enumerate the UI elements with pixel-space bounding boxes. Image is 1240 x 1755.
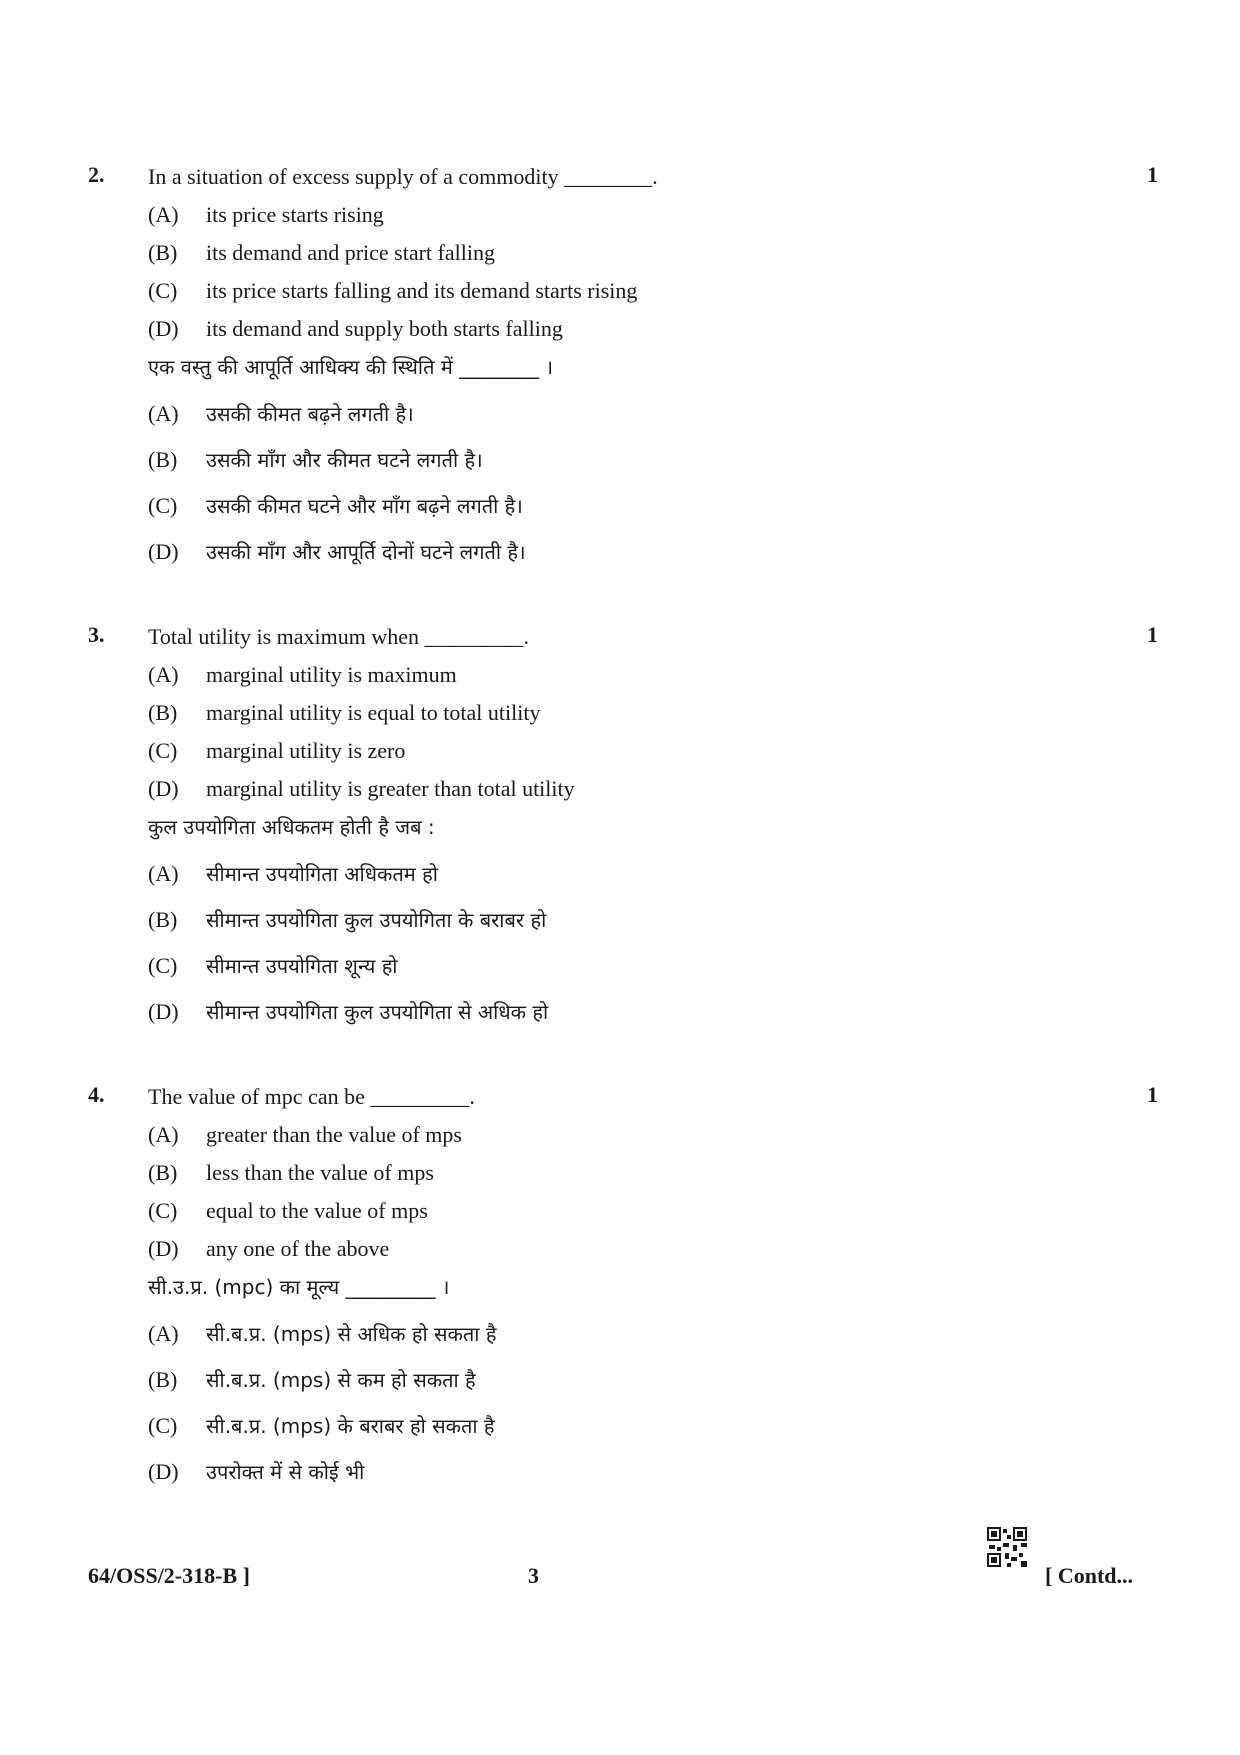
option-text: सीमान्त उपयोगिता शून्य हो	[206, 954, 398, 978]
option-en	[148, 200, 1048, 238]
option-label: (C)	[148, 1413, 178, 1438]
option-en	[148, 660, 1048, 698]
option-en	[148, 736, 1048, 774]
option-label: (D)	[148, 999, 179, 1024]
question-marks: 1	[1147, 1082, 1158, 1107]
option-text: सीमान्त उपयोगिता कुल उपयोगिता के बराबर हो	[206, 908, 547, 932]
option-label: (A)	[148, 1321, 179, 1346]
option-label: (D)	[148, 539, 179, 564]
option-label: (B)	[148, 700, 178, 725]
question-stem-hi: कुल उपयोगिता अधिकतम होती है जब :	[148, 815, 435, 839]
option-hi	[148, 534, 1048, 580]
question-stem-en: In a situation of excess supply of a commodity ________.	[148, 164, 658, 189]
question-marks: 1	[1147, 162, 1158, 187]
option-text: उसकी माँग और कीमत घटने लगती है।	[206, 448, 483, 472]
option-text: उपरोक्त में से कोई भी	[206, 1460, 365, 1484]
option-text: marginal utility is maximum	[206, 662, 457, 687]
option-label: (B)	[148, 1367, 178, 1392]
option-hi	[148, 902, 1048, 948]
option-label: (A)	[148, 1122, 179, 1147]
question-stem-hi: एक वस्तु की आपूर्ति आधिक्य की स्थिति में ________ ।	[148, 355, 554, 379]
option-hi	[148, 396, 1048, 442]
option-text: any one of the above	[206, 1236, 390, 1261]
option-en	[148, 1158, 1048, 1196]
option-label: (D)	[148, 1236, 179, 1261]
option-label: (B)	[148, 240, 178, 265]
option-text: its demand and price start falling	[206, 240, 495, 265]
option-text: equal to the value of mps	[206, 1198, 428, 1223]
option-label: (D)	[148, 776, 179, 801]
option-en	[148, 314, 1048, 352]
option-en	[148, 1234, 1048, 1272]
option-hi	[148, 856, 1048, 902]
option-text: उसकी माँग और आपूर्ति दोनों घटने लगती है।	[206, 540, 526, 564]
option-en	[148, 238, 1048, 276]
option-en	[148, 1120, 1048, 1158]
option-label: (B)	[148, 447, 178, 472]
option-label: (C)	[148, 738, 178, 763]
option-text: its demand and supply both starts falling	[206, 316, 563, 341]
option-text: marginal utility is zero	[206, 738, 406, 763]
option-label: (D)	[148, 316, 179, 341]
option-en	[148, 1196, 1048, 1234]
option-text: सी.ब.प्र. (mps) से कम हो सकता है	[206, 1368, 476, 1392]
option-en	[148, 774, 1048, 812]
paper-code: 64/OSS/2-318-B ]	[88, 1563, 250, 1588]
option-text: उसकी कीमत घटने और माँग बढ़ने लगती है।	[206, 494, 523, 518]
option-label: (C)	[148, 278, 178, 303]
option-text: सी.ब.प्र. (mps) के बराबर हो सकता है	[206, 1414, 495, 1438]
question-number: 4.	[88, 1082, 105, 1107]
option-text: its price starts falling and its demand starts rising	[206, 278, 638, 303]
qr-code-icon	[987, 1527, 1027, 1567]
question-stem-en: The value of mpc can be _________.	[148, 1084, 475, 1109]
option-label: (D)	[148, 1459, 179, 1484]
option-text: marginal utility is equal to total utility	[206, 700, 541, 725]
option-text: its price starts rising	[206, 202, 384, 227]
option-hi	[148, 994, 1048, 1040]
option-label: (B)	[148, 907, 178, 932]
option-text: सीमान्त उपयोगिता कुल उपयोगिता से अधिक हो	[206, 1000, 549, 1024]
option-hi	[148, 1362, 1048, 1408]
option-text: marginal utility is greater than total utility	[206, 776, 575, 801]
question-stem-hi: सी.उ.प्र. (mpc) का मूल्य _________ ।	[148, 1275, 450, 1299]
option-text: greater than the value of mps	[206, 1122, 462, 1147]
option-hi	[148, 948, 1048, 994]
question-marks: 1	[1147, 622, 1158, 647]
option-label: (A)	[148, 202, 179, 227]
option-text: सी.ब.प्र. (mps) से अधिक हो सकता है	[206, 1322, 497, 1346]
option-text: less than the value of mps	[206, 1160, 434, 1185]
option-hi	[148, 1316, 1048, 1362]
page-number: 3	[528, 1563, 539, 1588]
option-label: (A)	[148, 662, 179, 687]
option-hi	[148, 1454, 1048, 1500]
question-stem-en: Total utility is maximum when _________.	[148, 624, 529, 649]
continued-label: [ Contd...	[1045, 1563, 1134, 1588]
option-label: (C)	[148, 493, 178, 518]
option-en	[148, 698, 1048, 736]
option-label: (A)	[148, 401, 179, 426]
option-label: (A)	[148, 861, 179, 886]
option-en	[148, 276, 1048, 314]
option-label: (B)	[148, 1160, 178, 1185]
question-number: 2.	[88, 162, 105, 187]
option-text: सीमान्त उपयोगिता अधिकतम हो	[206, 862, 438, 886]
option-label: (C)	[148, 1198, 178, 1223]
option-text: उसकी कीमत बढ़ने लगती है।	[206, 402, 414, 426]
option-hi	[148, 488, 1048, 534]
option-hi	[148, 1408, 1048, 1454]
option-hi	[148, 442, 1048, 488]
question-number: 3.	[88, 622, 105, 647]
option-label: (C)	[148, 953, 178, 978]
